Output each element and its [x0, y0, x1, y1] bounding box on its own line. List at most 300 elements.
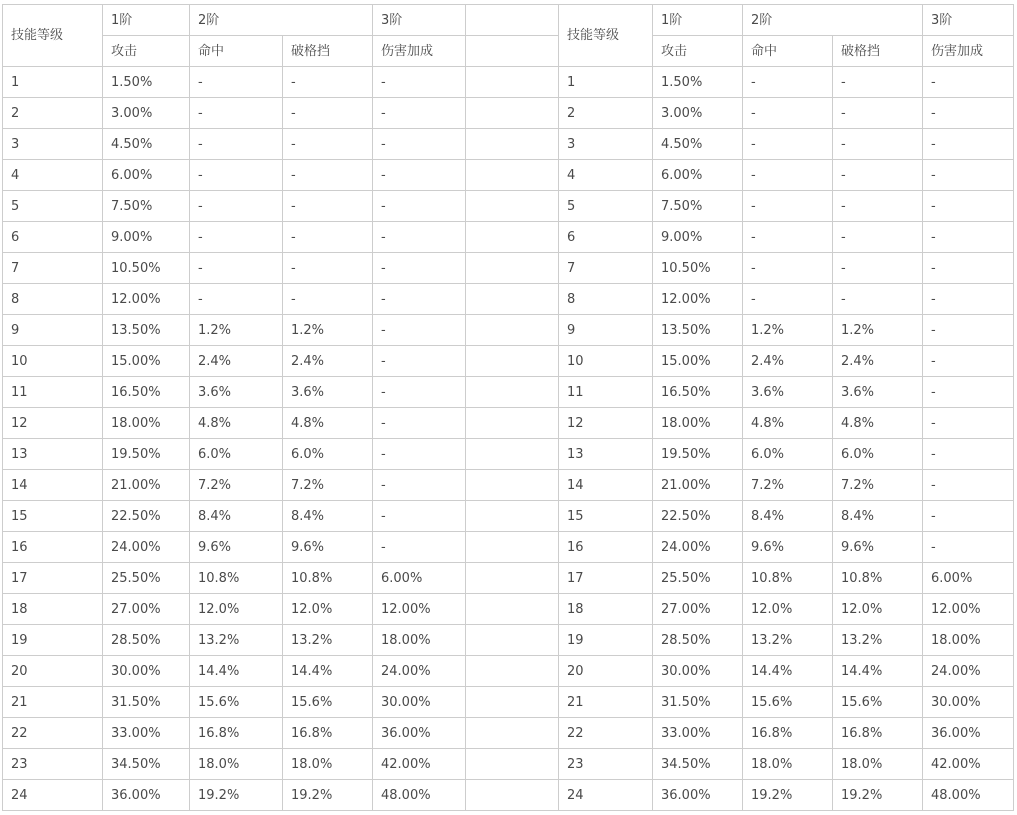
- cell-damage-bonus: -: [373, 501, 466, 532]
- cell-level: 7: [559, 253, 653, 284]
- table-row: [3, 625, 1014, 656]
- spacer-cell: [466, 253, 559, 284]
- cell-hit: 18.0%: [190, 749, 283, 780]
- skill-stats-table: [2, 4, 1014, 811]
- header-hit: 命中: [190, 36, 283, 67]
- cell-hit: 2.4%: [190, 346, 283, 377]
- cell-block-break: -: [283, 98, 373, 129]
- cell-hit: 12.0%: [743, 594, 833, 625]
- cell-level: 23: [3, 749, 103, 780]
- cell-level: 20: [559, 656, 653, 687]
- header-tier-2: 2阶: [743, 5, 923, 36]
- cell-block-break: -: [833, 253, 923, 284]
- cell-hit: -: [190, 98, 283, 129]
- cell-attack: 16.50%: [103, 377, 190, 408]
- cell-attack: 34.50%: [653, 749, 743, 780]
- cell-damage-bonus: -: [923, 439, 1014, 470]
- cell-hit: 6.0%: [743, 439, 833, 470]
- cell-damage-bonus: 42.00%: [373, 749, 466, 780]
- cell-attack: 10.50%: [653, 253, 743, 284]
- cell-damage-bonus: 48.00%: [373, 780, 466, 811]
- cell-level: 22: [3, 718, 103, 749]
- table-row: [3, 222, 1014, 253]
- cell-hit: 7.2%: [190, 470, 283, 501]
- cell-block-break: 8.4%: [283, 501, 373, 532]
- cell-hit: -: [190, 160, 283, 191]
- cell-hit: -: [743, 222, 833, 253]
- cell-damage-bonus: -: [373, 129, 466, 160]
- cell-level: 11: [559, 377, 653, 408]
- cell-hit: 9.6%: [190, 532, 283, 563]
- cell-damage-bonus: -: [923, 67, 1014, 98]
- cell-attack: 21.00%: [653, 470, 743, 501]
- cell-level: 2: [3, 98, 103, 129]
- cell-hit: 4.8%: [190, 408, 283, 439]
- cell-block-break: -: [283, 129, 373, 160]
- cell-hit: 2.4%: [743, 346, 833, 377]
- cell-attack: 15.00%: [103, 346, 190, 377]
- cell-attack: 27.00%: [653, 594, 743, 625]
- cell-hit: 8.4%: [190, 501, 283, 532]
- cell-damage-bonus: 12.00%: [923, 594, 1014, 625]
- cell-level: 23: [559, 749, 653, 780]
- cell-hit: 14.4%: [190, 656, 283, 687]
- cell-hit: 16.8%: [743, 718, 833, 749]
- cell-damage-bonus: -: [923, 408, 1014, 439]
- cell-hit: -: [743, 191, 833, 222]
- cell-attack: 1.50%: [103, 67, 190, 98]
- cell-level: 5: [559, 191, 653, 222]
- cell-level: 6: [559, 222, 653, 253]
- cell-level: 10: [3, 346, 103, 377]
- header-skill-level: 技能等级: [3, 5, 103, 67]
- cell-level: 12: [559, 408, 653, 439]
- cell-block-break: -: [283, 284, 373, 315]
- cell-attack: 6.00%: [653, 160, 743, 191]
- spacer-cell: [466, 67, 559, 98]
- cell-block-break: -: [283, 67, 373, 98]
- cell-attack: 19.50%: [103, 439, 190, 470]
- cell-attack: 15.00%: [653, 346, 743, 377]
- cell-block-break: 19.2%: [283, 780, 373, 811]
- cell-attack: 4.50%: [653, 129, 743, 160]
- cell-block-break: 15.6%: [833, 687, 923, 718]
- cell-block-break: -: [283, 160, 373, 191]
- cell-hit: -: [743, 253, 833, 284]
- table-row: [3, 470, 1014, 501]
- cell-level: 1: [3, 67, 103, 98]
- cell-attack: 3.00%: [103, 98, 190, 129]
- cell-level: 9: [559, 315, 653, 346]
- cell-block-break: 13.2%: [833, 625, 923, 656]
- table-row: [3, 98, 1014, 129]
- cell-damage-bonus: -: [373, 346, 466, 377]
- cell-damage-bonus: 24.00%: [373, 656, 466, 687]
- header-attack: 攻击: [653, 36, 743, 67]
- cell-block-break: -: [833, 191, 923, 222]
- cell-block-break: 9.6%: [283, 532, 373, 563]
- table-row: [3, 346, 1014, 377]
- cell-damage-bonus: 24.00%: [923, 656, 1014, 687]
- table-row: [3, 284, 1014, 315]
- cell-level: 24: [559, 780, 653, 811]
- cell-block-break: 7.2%: [833, 470, 923, 501]
- cell-level: 16: [3, 532, 103, 563]
- cell-hit: 14.4%: [743, 656, 833, 687]
- cell-level: 3: [3, 129, 103, 160]
- cell-level: 15: [3, 501, 103, 532]
- spacer-cell: [466, 439, 559, 470]
- cell-damage-bonus: -: [923, 191, 1014, 222]
- cell-damage-bonus: -: [923, 315, 1014, 346]
- cell-level: 8: [3, 284, 103, 315]
- cell-attack: 30.00%: [103, 656, 190, 687]
- cell-level: 16: [559, 532, 653, 563]
- cell-block-break: 16.8%: [283, 718, 373, 749]
- cell-level: 5: [3, 191, 103, 222]
- cell-damage-bonus: 42.00%: [923, 749, 1014, 780]
- cell-level: 7: [3, 253, 103, 284]
- cell-hit: 8.4%: [743, 501, 833, 532]
- cell-block-break: -: [833, 129, 923, 160]
- cell-block-break: -: [283, 253, 373, 284]
- cell-attack: 9.00%: [653, 222, 743, 253]
- cell-level: 21: [3, 687, 103, 718]
- cell-damage-bonus: -: [373, 160, 466, 191]
- spacer-cell: [466, 315, 559, 346]
- cell-attack: 7.50%: [653, 191, 743, 222]
- cell-damage-bonus: -: [373, 377, 466, 408]
- cell-hit: -: [190, 253, 283, 284]
- header-tier-3: 3阶: [373, 5, 466, 36]
- cell-block-break: 13.2%: [283, 625, 373, 656]
- cell-attack: 31.50%: [653, 687, 743, 718]
- spacer-cell: [466, 656, 559, 687]
- cell-level: 19: [3, 625, 103, 656]
- cell-level: 18: [3, 594, 103, 625]
- cell-block-break: 10.8%: [283, 563, 373, 594]
- cell-level: 17: [559, 563, 653, 594]
- cell-block-break: 15.6%: [283, 687, 373, 718]
- cell-hit: 15.6%: [743, 687, 833, 718]
- cell-attack: 36.00%: [653, 780, 743, 811]
- table-row: [3, 749, 1014, 780]
- table-row: [3, 67, 1014, 98]
- cell-damage-bonus: -: [373, 532, 466, 563]
- cell-attack: 18.00%: [653, 408, 743, 439]
- cell-hit: 7.2%: [743, 470, 833, 501]
- cell-block-break: 14.4%: [833, 656, 923, 687]
- cell-level: 18: [559, 594, 653, 625]
- spacer-cell: [466, 625, 559, 656]
- cell-attack: 22.50%: [653, 501, 743, 532]
- spacer-cell: [466, 98, 559, 129]
- table-row: [3, 377, 1014, 408]
- cell-hit: -: [743, 284, 833, 315]
- cell-level: 11: [3, 377, 103, 408]
- cell-level: 20: [3, 656, 103, 687]
- cell-hit: 6.0%: [190, 439, 283, 470]
- header-damage-bonus: 伤害加成: [373, 36, 466, 67]
- cell-hit: 9.6%: [743, 532, 833, 563]
- cell-block-break: -: [833, 160, 923, 191]
- cell-block-break: -: [283, 191, 373, 222]
- cell-hit: -: [743, 129, 833, 160]
- cell-block-break: 3.6%: [283, 377, 373, 408]
- table-row: [3, 656, 1014, 687]
- cell-hit: 10.8%: [743, 563, 833, 594]
- cell-block-break: 12.0%: [833, 594, 923, 625]
- spacer-cell: [466, 687, 559, 718]
- cell-hit: -: [190, 284, 283, 315]
- spacer-cell: [466, 222, 559, 253]
- cell-attack: 12.00%: [103, 284, 190, 315]
- header-attack: 攻击: [103, 36, 190, 67]
- header-skill-level: 技能等级: [559, 5, 653, 67]
- cell-block-break: 4.8%: [283, 408, 373, 439]
- table-row: [3, 563, 1014, 594]
- cell-block-break: 9.6%: [833, 532, 923, 563]
- cell-hit: 19.2%: [743, 780, 833, 811]
- cell-attack: 7.50%: [103, 191, 190, 222]
- cell-attack: 19.50%: [653, 439, 743, 470]
- cell-attack: 28.50%: [653, 625, 743, 656]
- spacer-cell: [466, 501, 559, 532]
- cell-block-break: 12.0%: [283, 594, 373, 625]
- cell-damage-bonus: -: [923, 377, 1014, 408]
- table-row: [3, 129, 1014, 160]
- table-header: [3, 5, 1014, 67]
- cell-attack: 18.00%: [103, 408, 190, 439]
- cell-block-break: 16.8%: [833, 718, 923, 749]
- cell-level: 14: [3, 470, 103, 501]
- cell-level: 4: [3, 160, 103, 191]
- spacer-cell: [466, 780, 559, 811]
- table-row: [3, 191, 1014, 222]
- cell-block-break: 18.0%: [283, 749, 373, 780]
- cell-hit: 13.2%: [743, 625, 833, 656]
- cell-block-break: -: [833, 222, 923, 253]
- cell-block-break: 6.0%: [833, 439, 923, 470]
- cell-block-break: 1.2%: [283, 315, 373, 346]
- header-tier-1: 1阶: [653, 5, 743, 36]
- spacer-cell: [466, 749, 559, 780]
- cell-hit: -: [743, 98, 833, 129]
- cell-level: 2: [559, 98, 653, 129]
- spacer-cell: [466, 191, 559, 222]
- cell-damage-bonus: -: [923, 346, 1014, 377]
- table-row: [3, 780, 1014, 811]
- cell-damage-bonus: 6.00%: [373, 563, 466, 594]
- cell-hit: 15.6%: [190, 687, 283, 718]
- table-row: [3, 253, 1014, 284]
- cell-attack: 1.50%: [653, 67, 743, 98]
- cell-level: 19: [559, 625, 653, 656]
- cell-hit: 13.2%: [190, 625, 283, 656]
- cell-hit: 12.0%: [190, 594, 283, 625]
- cell-hit: -: [743, 160, 833, 191]
- header-tier-2: 2阶: [190, 5, 373, 36]
- cell-attack: 24.00%: [103, 532, 190, 563]
- cell-hit: 3.6%: [190, 377, 283, 408]
- cell-level: 24: [3, 780, 103, 811]
- cell-level: 9: [3, 315, 103, 346]
- cell-attack: 33.00%: [653, 718, 743, 749]
- table-row: [3, 594, 1014, 625]
- cell-block-break: 7.2%: [283, 470, 373, 501]
- cell-hit: 19.2%: [190, 780, 283, 811]
- cell-damage-bonus: -: [923, 532, 1014, 563]
- header-row-stats: [3, 36, 1014, 67]
- cell-damage-bonus: -: [373, 408, 466, 439]
- table-row: [3, 408, 1014, 439]
- cell-attack: 24.00%: [653, 532, 743, 563]
- cell-block-break: 3.6%: [833, 377, 923, 408]
- cell-attack: 4.50%: [103, 129, 190, 160]
- header-tier-1: 1阶: [103, 5, 190, 36]
- table-body: [3, 67, 1014, 811]
- cell-block-break: 18.0%: [833, 749, 923, 780]
- spacer-cell: [466, 129, 559, 160]
- spacer-cell: [466, 532, 559, 563]
- cell-hit: 1.2%: [743, 315, 833, 346]
- cell-damage-bonus: 36.00%: [373, 718, 466, 749]
- cell-hit: 3.6%: [743, 377, 833, 408]
- cell-damage-bonus: -: [923, 98, 1014, 129]
- header-tier-3: 3阶: [923, 5, 1014, 36]
- table-row: [3, 501, 1014, 532]
- cell-level: 6: [3, 222, 103, 253]
- cell-damage-bonus: -: [923, 253, 1014, 284]
- spacer-cell: [466, 346, 559, 377]
- cell-damage-bonus: 18.00%: [923, 625, 1014, 656]
- table-row: [3, 160, 1014, 191]
- cell-damage-bonus: 48.00%: [923, 780, 1014, 811]
- cell-damage-bonus: -: [923, 129, 1014, 160]
- cell-level: 13: [559, 439, 653, 470]
- cell-hit: -: [190, 222, 283, 253]
- cell-damage-bonus: -: [923, 222, 1014, 253]
- cell-hit: 16.8%: [190, 718, 283, 749]
- cell-damage-bonus: 12.00%: [373, 594, 466, 625]
- cell-hit: -: [190, 67, 283, 98]
- table-row: [3, 687, 1014, 718]
- cell-attack: 27.00%: [103, 594, 190, 625]
- cell-attack: 31.50%: [103, 687, 190, 718]
- cell-hit: 4.8%: [743, 408, 833, 439]
- cell-level: 22: [559, 718, 653, 749]
- cell-block-break: -: [833, 284, 923, 315]
- header-hit: 命中: [743, 36, 833, 67]
- cell-level: 4: [559, 160, 653, 191]
- cell-level: 21: [559, 687, 653, 718]
- cell-attack: 28.50%: [103, 625, 190, 656]
- cell-block-break: -: [833, 67, 923, 98]
- cell-block-break: 2.4%: [283, 346, 373, 377]
- cell-attack: 16.50%: [653, 377, 743, 408]
- cell-level: 12: [3, 408, 103, 439]
- cell-level: 13: [3, 439, 103, 470]
- cell-attack: 30.00%: [653, 656, 743, 687]
- cell-block-break: 1.2%: [833, 315, 923, 346]
- cell-block-break: 6.0%: [283, 439, 373, 470]
- cell-level: 14: [559, 470, 653, 501]
- cell-block-break: -: [833, 98, 923, 129]
- cell-damage-bonus: -: [373, 439, 466, 470]
- cell-attack: 9.00%: [103, 222, 190, 253]
- cell-attack: 33.00%: [103, 718, 190, 749]
- header-row-tiers: [3, 5, 1014, 36]
- cell-block-break: 19.2%: [833, 780, 923, 811]
- cell-hit: 10.8%: [190, 563, 283, 594]
- spacer-cell: [466, 5, 559, 36]
- cell-attack: 25.50%: [653, 563, 743, 594]
- cell-hit: 1.2%: [190, 315, 283, 346]
- cell-attack: 22.50%: [103, 501, 190, 532]
- cell-damage-bonus: 30.00%: [373, 687, 466, 718]
- cell-attack: 34.50%: [103, 749, 190, 780]
- cell-damage-bonus: -: [923, 501, 1014, 532]
- cell-damage-bonus: -: [373, 284, 466, 315]
- cell-block-break: 10.8%: [833, 563, 923, 594]
- cell-level: 3: [559, 129, 653, 160]
- spacer-cell: [466, 36, 559, 67]
- cell-damage-bonus: -: [373, 191, 466, 222]
- spacer-cell: [466, 284, 559, 315]
- cell-damage-bonus: -: [373, 470, 466, 501]
- cell-level: 17: [3, 563, 103, 594]
- cell-hit: -: [190, 129, 283, 160]
- spacer-cell: [466, 470, 559, 501]
- cell-damage-bonus: 36.00%: [923, 718, 1014, 749]
- cell-attack: 6.00%: [103, 160, 190, 191]
- cell-damage-bonus: 18.00%: [373, 625, 466, 656]
- header-block-break: 破格挡: [833, 36, 923, 67]
- spacer-cell: [466, 408, 559, 439]
- cell-level: 15: [559, 501, 653, 532]
- cell-hit: 18.0%: [743, 749, 833, 780]
- table-row: [3, 315, 1014, 346]
- cell-damage-bonus: 30.00%: [923, 687, 1014, 718]
- cell-attack: 21.00%: [103, 470, 190, 501]
- header-block-break: 破格挡: [283, 36, 373, 67]
- cell-level: 10: [559, 346, 653, 377]
- cell-attack: 13.50%: [103, 315, 190, 346]
- cell-damage-bonus: -: [923, 284, 1014, 315]
- cell-damage-bonus: -: [923, 470, 1014, 501]
- cell-block-break: 2.4%: [833, 346, 923, 377]
- cell-hit: -: [743, 67, 833, 98]
- table-row: [3, 532, 1014, 563]
- cell-damage-bonus: -: [373, 222, 466, 253]
- spacer-cell: [466, 377, 559, 408]
- cell-damage-bonus: -: [373, 253, 466, 284]
- cell-attack: 36.00%: [103, 780, 190, 811]
- spacer-cell: [466, 718, 559, 749]
- header-damage-bonus: 伤害加成: [923, 36, 1014, 67]
- table-row: [3, 439, 1014, 470]
- cell-damage-bonus: -: [373, 315, 466, 346]
- spacer-cell: [466, 594, 559, 625]
- spacer-cell: [466, 563, 559, 594]
- cell-attack: 12.00%: [653, 284, 743, 315]
- cell-attack: 25.50%: [103, 563, 190, 594]
- cell-level: 1: [559, 67, 653, 98]
- cell-level: 8: [559, 284, 653, 315]
- cell-damage-bonus: -: [373, 98, 466, 129]
- cell-hit: -: [190, 191, 283, 222]
- cell-block-break: -: [283, 222, 373, 253]
